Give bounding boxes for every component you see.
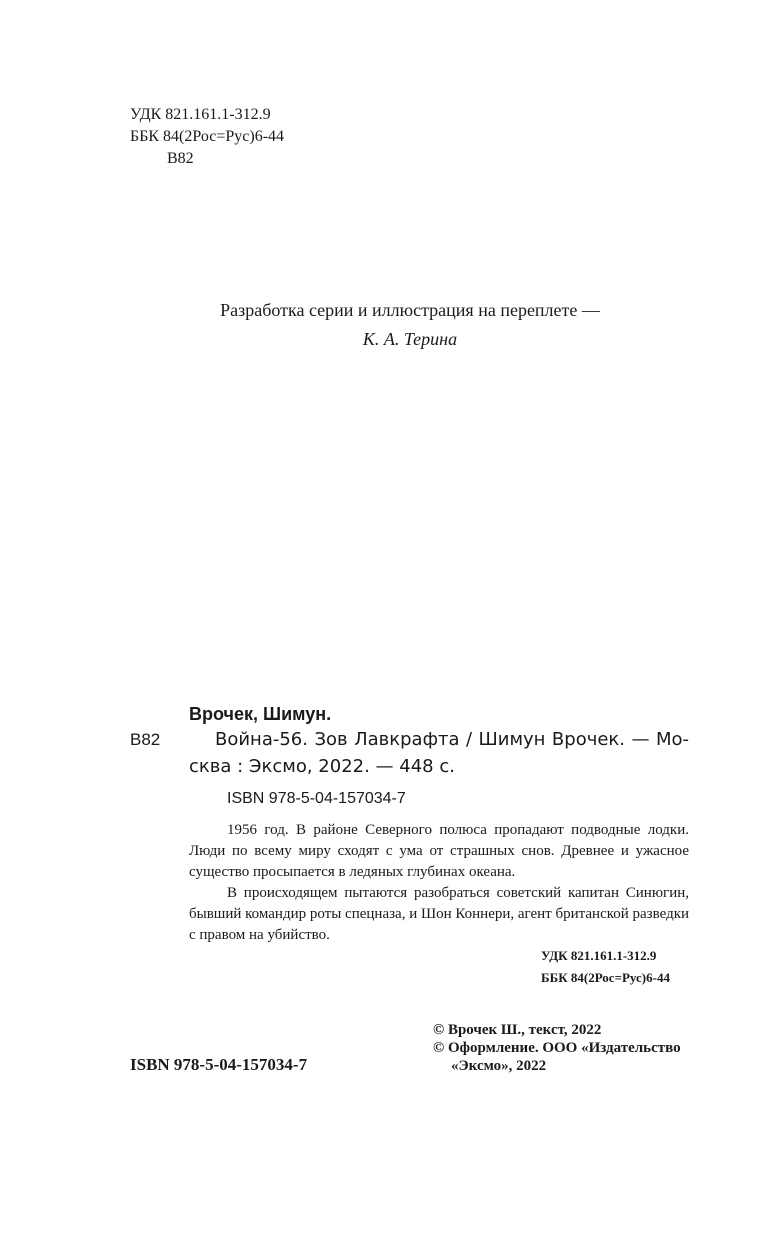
catalog-title (189, 726, 689, 780)
isbn-footer: ISBN 978-5-04-157034-7 (130, 1055, 308, 1074)
series-artist: К. А. Терина (362, 329, 458, 349)
copyright-design: © Оформление. ООО «Издательство (433, 1040, 681, 1056)
udk-code: УДК 821.161.1-312.9 (130, 106, 271, 123)
catalog-classification-codes (541, 945, 670, 989)
series-credit-block (0, 296, 768, 354)
catalog-bbk: ББК 84(2Рос=Рус)6-44 (541, 970, 670, 985)
annotation-paragraph: В происходящем пытаются разобраться советский капитан Синюгин, бывший командир роты спецназа, и Шон Коннери, агент британской разведки с правом на убийство. (189, 885, 690, 943)
catalog-author: Врочек, Шимун. (189, 704, 332, 724)
annotation (189, 820, 689, 946)
catalog-title-line-2: сква : Эксмо, 2022. — 448 с. (189, 756, 455, 777)
copyright-text: © Врочек Ш., текст, 2022 (433, 1022, 602, 1038)
copyright-block (433, 1021, 703, 1075)
annotation-paragraph: 1956 год. В районе Северного полюса пропадают подводные лодки. Люди по всему миру сходят с ума от страшных снов. Древнее и ужасное существо просыпается в ледяных глубинах океана. (189, 822, 689, 880)
catalog-udk: УДК 821.161.1-312.9 (541, 948, 657, 963)
catalog-isbn: ISBN 978-5-04-157034-7 (227, 790, 406, 807)
series-credit: Разработка серии и иллюстрация на переплете — (220, 300, 600, 320)
catalog-code: В82 (130, 730, 161, 749)
header-classification-codes (130, 104, 284, 170)
bbk-code: ББК 84(2Рос=Рус)6-44 (130, 128, 285, 145)
copyright-design-cont: «Эксмо», 2022 (451, 1058, 547, 1074)
author-mark: В82 (167, 150, 194, 167)
catalog-title-line-1: Война-56. Зов Лавкрафта / Шимун Врочек. — Мо- (215, 729, 689, 750)
